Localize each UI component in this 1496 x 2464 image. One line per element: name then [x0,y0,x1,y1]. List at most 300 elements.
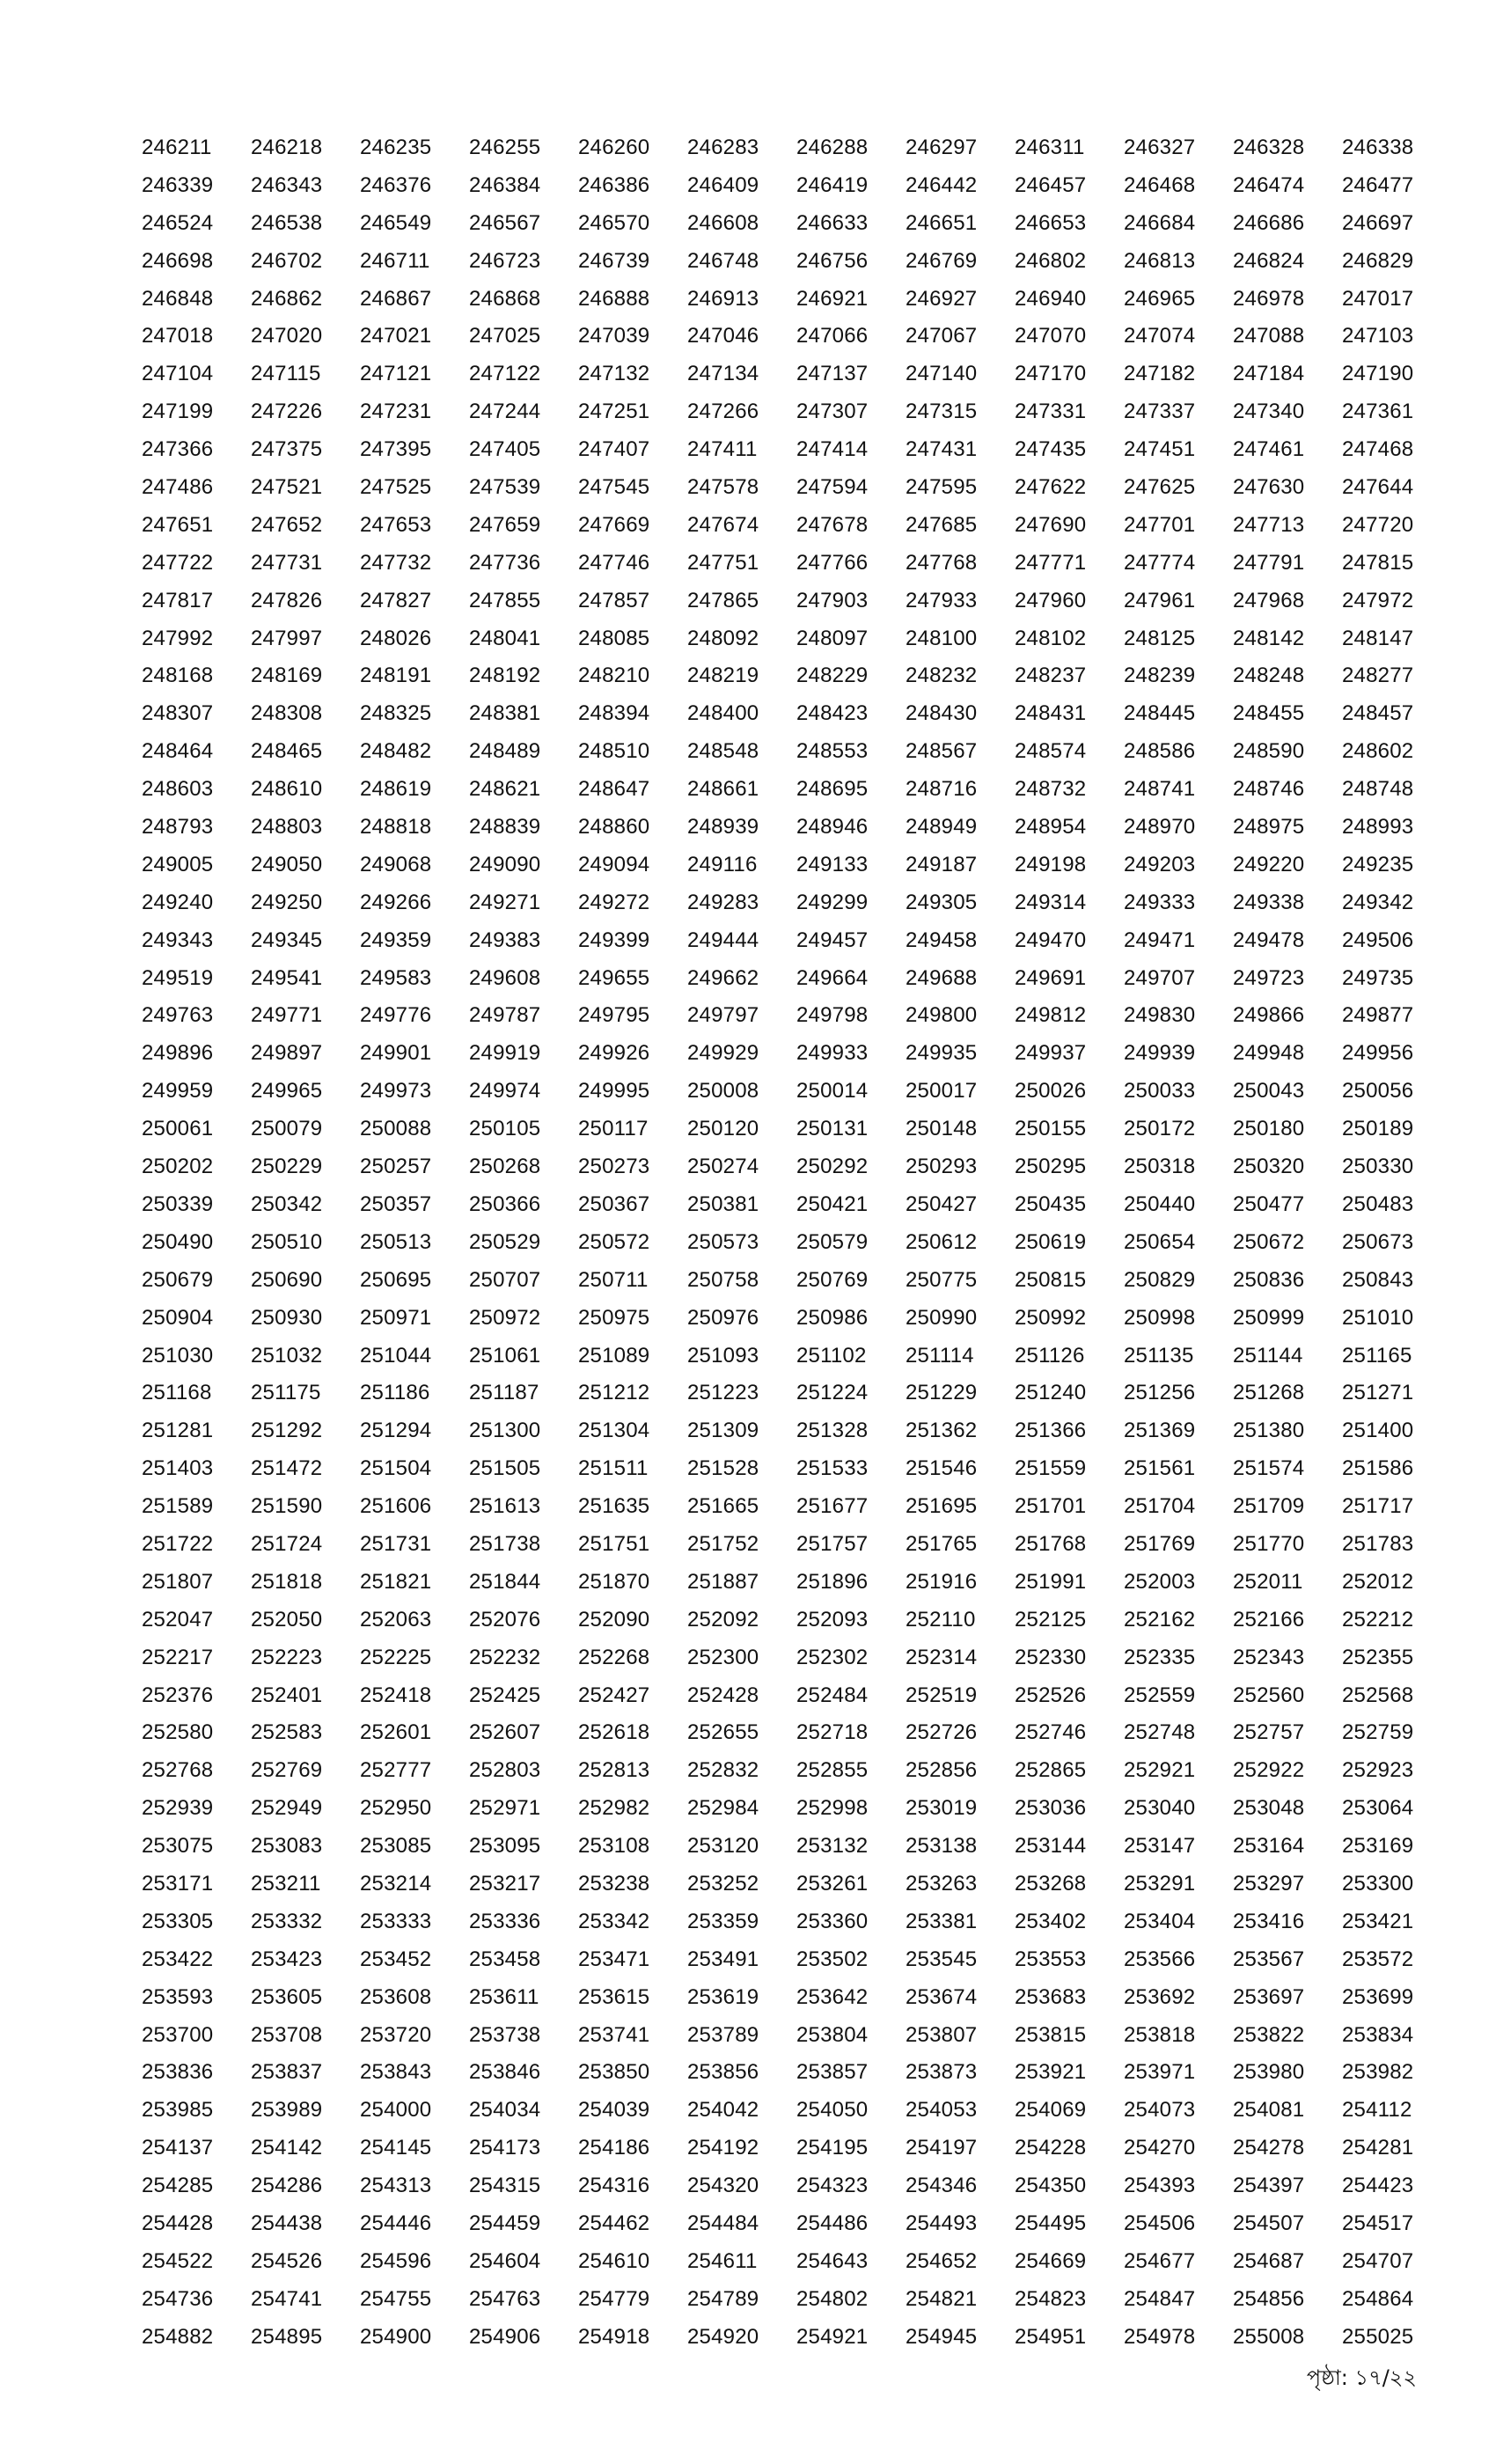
roll-number-cell: 247578 [687,475,759,500]
roll-number-cell: 250695 [360,1267,432,1292]
roll-number-cell: 251695 [906,1494,978,1519]
roll-number-cell: 251126 [1015,1343,1085,1368]
roll-number-cell: 246376 [360,172,432,197]
roll-number-cell: 252428 [687,1683,759,1707]
roll-number-cell: 251665 [687,1494,759,1519]
roll-number-cell: 252335 [1124,1645,1196,1669]
roll-number-cell: 251366 [1015,1419,1087,1443]
roll-number-cell: 251369 [1124,1419,1196,1443]
roll-number-cell: 247731 [251,550,323,575]
roll-number-cell: 247644 [1342,475,1414,500]
roll-number-cell: 248621 [469,777,541,802]
roll-number-cell: 247088 [1233,324,1305,348]
roll-number-cell: 251271 [1342,1381,1414,1405]
roll-number-cell: 250155 [1015,1117,1087,1141]
roll-number-cell: 247625 [1124,475,1196,500]
roll-number-cell: 251821 [360,1569,432,1594]
roll-number-cell: 249956 [1342,1041,1414,1066]
roll-number-cell: 250440 [1124,1192,1196,1216]
roll-number-cell: 247182 [1124,362,1196,386]
roll-number-cell: 247025 [469,324,541,348]
roll-number-cell: 247226 [251,400,323,424]
roll-number-cell: 254278 [1233,2136,1305,2160]
roll-number-cell: 249937 [1015,1041,1087,1066]
roll-number-cell: 249795 [578,1003,650,1028]
roll-number-cell: 248619 [360,777,432,802]
roll-number-cell: 252166 [1233,1607,1305,1632]
roll-number-cell: 253019 [906,1796,978,1821]
roll-number-cell: 250836 [1233,1267,1305,1292]
roll-number-cell: 253085 [360,1834,432,1859]
roll-number-cell: 250529 [469,1229,541,1254]
roll-number-cell: 252425 [469,1683,541,1707]
roll-number-cell: 250292 [796,1155,869,1179]
roll-number-cell: 251102 [796,1343,867,1368]
roll-number-cell: 254313 [360,2174,432,2198]
roll-number-cell: 253261 [796,1871,869,1896]
roll-number-cell: 253553 [1015,1947,1087,1971]
roll-number-cell: 250367 [578,1192,650,1216]
roll-number-cell: 254197 [906,2136,978,2160]
roll-number-cell: 246409 [687,172,759,197]
roll-number-cell: 253252 [687,1871,759,1896]
roll-number-cell: 246327 [1124,136,1196,159]
roll-number-cell: 252949 [251,1796,323,1821]
roll-number-cell: 251765 [906,1531,978,1556]
roll-number-cell: 251175 [251,1381,321,1405]
roll-number-cell: 254951 [1015,2324,1087,2349]
roll-number-cell: 251380 [1233,1419,1305,1443]
roll-number-cell: 253064 [1342,1796,1414,1821]
roll-number-cell: 252223 [251,1645,323,1669]
roll-number-cell: 250654 [1124,1229,1196,1254]
roll-number-cell: 248732 [1015,777,1087,802]
roll-number-cell: 253164 [1233,1834,1305,1859]
roll-number-cell: 251783 [1342,1531,1414,1556]
roll-number-cell: 247411 [687,437,758,462]
roll-number-cell: 254611 [687,2248,758,2273]
roll-number-cell: 253138 [906,1834,978,1859]
roll-number-cell: 253402 [1015,1909,1087,1933]
roll-number-cell: 254173 [469,2136,541,2160]
roll-number-cell: 252950 [360,1796,432,1821]
roll-number-cell: 251187 [469,1381,539,1405]
roll-number-cell: 254270 [1124,2136,1196,2160]
roll-number-cell: 250079 [251,1117,323,1141]
roll-number-cell: 254081 [1233,2098,1305,2123]
roll-number-cell: 246913 [687,286,759,311]
roll-number-cell: 254604 [469,2248,541,2273]
roll-number-cell: 250320 [1233,1155,1305,1179]
roll-number-cell: 249235 [1342,852,1414,876]
roll-number-cell: 248308 [251,701,323,726]
roll-number-cell: 249929 [687,1041,759,1066]
roll-number-cell: 248746 [1233,777,1305,802]
roll-number-cell: 249735 [1342,965,1414,990]
roll-number-cell: 250619 [1015,1229,1087,1254]
roll-number-cell: 249198 [1015,852,1087,876]
roll-number-cell: 247366 [142,437,214,462]
roll-number-cell: 249506 [1342,928,1414,952]
roll-number-cell: 252921 [1124,1758,1196,1783]
roll-number-cell: 246442 [906,172,978,197]
roll-number-cell: 254486 [796,2211,869,2235]
roll-number-cell: 252063 [360,1607,432,1632]
roll-number-cell: 249771 [251,1003,323,1028]
roll-number-cell: 253807 [906,2022,978,2047]
roll-number-cell: 247659 [469,512,541,537]
roll-number-cell: 252314 [906,1645,978,1669]
roll-number-cell: 246457 [1015,172,1087,197]
roll-number-cell: 252769 [251,1758,323,1783]
roll-number-cell: 252583 [251,1720,323,1745]
roll-number-cell: 248574 [1015,739,1087,764]
roll-number-cell: 250033 [1124,1079,1196,1104]
roll-number-cell: 249271 [469,890,541,914]
roll-number-cell: 248102 [1015,626,1087,650]
roll-number-cell: 248939 [687,815,759,840]
roll-number-cell: 249383 [469,928,541,952]
roll-number-cell: 254484 [687,2211,759,2235]
roll-number-cell: 248695 [796,777,869,802]
roll-number-cell: 252580 [142,1720,214,1745]
roll-number-cell: 247431 [906,437,978,462]
roll-number-cell: 254755 [360,2286,432,2311]
roll-number-cell: 252855 [796,1758,869,1783]
roll-number-cell: 251722 [142,1531,214,1556]
roll-number-cell: 249399 [578,928,650,952]
roll-number-cell: 253608 [360,1984,432,2009]
roll-number-cell: 253048 [1233,1796,1305,1821]
roll-number-cell: 251168 [142,1381,212,1405]
roll-number-cell: 247046 [687,324,759,348]
roll-number-cell: 251268 [1233,1381,1305,1405]
roll-number-cell: 248716 [906,777,978,802]
roll-number-cell: 247361 [1342,400,1414,424]
roll-number-cell: 246570 [578,210,650,235]
roll-number-cell: 250990 [906,1305,978,1330]
roll-number-cell: 246813 [1124,248,1196,273]
roll-number-cell: 253214 [360,1871,432,1896]
roll-number-cell: 248954 [1015,815,1087,840]
roll-number-cell: 250056 [1342,1079,1414,1104]
roll-number-cell: 249541 [251,965,323,990]
roll-number-cell: 252011 [1233,1569,1303,1594]
roll-number-cell: 253700 [142,2022,214,2047]
roll-number-cell: 247817 [142,588,214,612]
roll-number-cell: 251186 [360,1381,430,1405]
roll-number-cell: 253421 [1342,1909,1414,1933]
roll-number-cell: 246288 [796,136,869,159]
roll-number-cell: 247766 [796,550,869,575]
roll-number-cell: 247104 [142,362,214,386]
roll-number-cell: 248423 [796,701,869,726]
roll-number-cell: 254687 [1233,2248,1305,2273]
roll-number-cell: 254350 [1015,2174,1087,2198]
roll-number-cell: 249707 [1124,965,1196,990]
roll-number-cell: 251504 [360,1456,432,1481]
roll-number-cell: 253300 [1342,1871,1414,1896]
roll-number-cell: 248092 [687,626,759,650]
roll-number-cell: 252726 [906,1720,978,1745]
roll-number-cell: 249314 [1015,890,1087,914]
roll-number-cell: 247020 [251,324,323,348]
roll-number-cell: 252759 [1342,1720,1414,1745]
roll-number-cell: 253738 [469,2022,541,2047]
roll-number-cell: 248567 [906,739,978,764]
roll-number-cell: 249926 [578,1041,650,1066]
roll-number-cell: 249688 [906,965,978,990]
roll-number-cell: 248248 [1233,664,1305,688]
roll-number-cell: 248553 [796,739,869,764]
roll-number-cell: 248510 [578,739,650,764]
roll-number-cell: 251472 [251,1456,323,1481]
roll-number-cell: 246474 [1233,172,1305,197]
roll-number-cell: 253502 [796,1947,869,1971]
roll-number-cell: 250229 [251,1155,323,1179]
roll-number-cell: 253674 [906,1984,978,2009]
roll-number-cell: 250339 [142,1192,214,1216]
roll-number-cell: 249798 [796,1003,869,1028]
roll-number-cell: 254323 [796,2174,869,2198]
roll-number-cell: 254428 [142,2211,214,2235]
roll-number-cell: 254677 [1124,2248,1196,2273]
roll-number-cell: 251757 [796,1531,869,1556]
roll-number-cell: 250572 [578,1229,650,1254]
roll-number-cell: 251294 [360,1419,432,1443]
roll-number-cell: 250975 [578,1305,650,1330]
roll-number-cell: 247231 [360,400,432,424]
page-number: পৃষ্ঠা: ১৭/২২ [1306,2365,1417,2390]
roll-number-cell: 247244 [469,400,541,424]
roll-number-cell: 248803 [251,815,323,840]
roll-number-cell: 247653 [360,512,432,537]
roll-number-cell: 247435 [1015,437,1087,462]
roll-number-cell: 248975 [1233,815,1305,840]
roll-number-cell: 247137 [796,362,869,386]
roll-number-cell: 247622 [1015,475,1087,500]
roll-number-cell: 251769 [1124,1531,1196,1556]
roll-number-cell: 249068 [360,852,432,876]
roll-number-cell: 253611 [469,1984,539,2009]
roll-number-cell: 247039 [578,324,650,348]
roll-number-cell: 253836 [142,2060,214,2085]
roll-number-cell: 254506 [1124,2211,1196,2235]
roll-number-cell: 249240 [142,890,214,914]
roll-number-cell: 247405 [469,437,541,462]
roll-number-cell: 251010 [1342,1305,1414,1330]
roll-number-cell: 250274 [687,1155,759,1179]
roll-number-cell: 247669 [578,512,650,537]
roll-number-cell: 249933 [796,1041,869,1066]
roll-number-cell: 250510 [251,1229,323,1254]
roll-number-cell: 254918 [578,2324,650,2349]
roll-number-cell: 246748 [687,248,759,273]
roll-number-cell: 251818 [251,1569,323,1594]
roll-number-cell: 252832 [687,1758,759,1783]
roll-number-cell: 250483 [1342,1192,1414,1216]
roll-number-cell: 252093 [796,1607,869,1632]
roll-number-cell: 246419 [796,172,869,197]
roll-number-cell: 254493 [906,2211,978,2235]
roll-number-cell: 247307 [796,400,869,424]
roll-number-cell: 251511 [578,1456,649,1481]
roll-number-cell: 247815 [1342,550,1414,575]
roll-number-cell: 248860 [578,815,650,840]
roll-number-cell: 252998 [796,1796,869,1821]
roll-number-cell: 251292 [251,1419,323,1443]
roll-number-cell: 254517 [1342,2211,1414,2235]
roll-number-cell: 254142 [251,2136,323,2160]
roll-number-cell: 254669 [1015,2248,1087,2273]
roll-number-cell: 252330 [1015,1645,1087,1669]
roll-number-cell: 253217 [469,1871,541,1896]
roll-number-cell: 250579 [796,1229,869,1254]
roll-number-cell: 249723 [1233,965,1305,990]
roll-number-cell: 247791 [1233,550,1305,575]
roll-number-cell: 253982 [1342,2060,1414,2085]
roll-number-cell: 248489 [469,739,541,764]
roll-number-cell: 250014 [796,1079,869,1104]
roll-number-cell: 249787 [469,1003,541,1028]
roll-number-cell: 249830 [1124,1003,1196,1028]
roll-number-cell: 250707 [469,1267,541,1292]
roll-number-cell: 249897 [251,1041,323,1066]
roll-number-cell: 254145 [360,2136,432,2160]
roll-number-cell: 250342 [251,1192,323,1216]
roll-number-cell: 251089 [578,1343,650,1368]
roll-number-cell: 250477 [1233,1192,1305,1216]
roll-number-cell: 253404 [1124,1909,1196,1933]
roll-number-cell: 248394 [578,701,650,726]
roll-number-cell: 254610 [578,2248,650,2273]
roll-number-cell: 246769 [906,248,978,273]
roll-number-cell: 252125 [1015,1607,1087,1632]
roll-number-cell: 251731 [360,1531,432,1556]
roll-number-cell: 253843 [360,2060,432,2085]
roll-number-cell: 252526 [1015,1683,1087,1707]
roll-number-cell: 251223 [687,1381,759,1405]
roll-number-cell: 246297 [906,136,978,159]
roll-number-cell: 253856 [687,2060,759,2085]
roll-number-cell: 255008 [1233,2324,1305,2349]
roll-number-cell: 248548 [687,739,759,764]
roll-number-cell: 254423 [1342,2174,1414,2198]
roll-number-cell: 248239 [1124,664,1196,688]
roll-number-cell: 254652 [906,2248,978,2273]
roll-number-cell: 252601 [360,1720,432,1745]
roll-number-cell: 247827 [360,588,432,612]
roll-number-cell: 250904 [142,1305,214,1330]
roll-number-cell: 247184 [1233,362,1305,386]
roll-number-cell: 249974 [469,1079,541,1104]
roll-number-cell: 251229 [906,1381,978,1405]
roll-number-cell: 254195 [796,2136,869,2160]
roll-number-cell: 254073 [1124,2098,1196,2123]
roll-number-cell: 246927 [906,286,978,311]
roll-number-cell: 247017 [1342,286,1414,311]
roll-number-cell: 249343 [142,928,214,952]
roll-number-cell: 249470 [1015,928,1087,952]
roll-number-cell: 247968 [1233,588,1305,612]
roll-number-cell: 252418 [360,1683,432,1707]
roll-number-cell: 250381 [687,1192,759,1216]
roll-number-cell: 252300 [687,1645,759,1669]
roll-number-cell: 253873 [906,2060,978,2085]
roll-number-cell: 246684 [1124,210,1196,235]
roll-number-cell: 253416 [1233,1909,1305,1933]
roll-number-cell: 249457 [796,928,869,952]
roll-number-cell: 250999 [1233,1305,1305,1330]
roll-number-cell: 253095 [469,1834,541,1859]
roll-number-cell: 251061 [469,1343,541,1368]
roll-number-cell: 252971 [469,1796,541,1821]
roll-number-cell: 247678 [796,512,869,537]
roll-number-cell: 254285 [142,2174,214,2198]
roll-number-cell: 249995 [578,1079,650,1104]
roll-number-cell: 253683 [1015,1984,1087,2009]
roll-number-cell: 253593 [142,1984,214,2009]
roll-number-cell: 252110 [906,1607,976,1632]
roll-number-cell: 247720 [1342,512,1414,537]
roll-number-cell: 247997 [251,626,323,650]
roll-number-cell: 247375 [251,437,323,462]
roll-number-cell: 254281 [1342,2136,1414,2160]
roll-number-cell: 247140 [906,362,978,386]
roll-number-cell: 251030 [142,1343,214,1368]
roll-number-cell: 254346 [906,2174,978,2198]
roll-number-cell: 250131 [796,1117,869,1141]
roll-number-cell: 255025 [1342,2324,1414,2349]
roll-number-cell: 251309 [687,1419,759,1443]
roll-number-cell: 250366 [469,1192,541,1216]
roll-number-cell: 246848 [142,286,214,311]
roll-number-cell: 249094 [578,852,650,876]
roll-number-cell: 251403 [142,1456,214,1481]
roll-number-cell: 252003 [1124,1569,1196,1594]
roll-number-cell: 251256 [1124,1381,1196,1405]
roll-number-cell: 253708 [251,2022,323,2047]
roll-number-cell: 246868 [469,286,541,311]
roll-number-cell: 248602 [1342,739,1414,764]
roll-number-cell: 249090 [469,852,541,876]
roll-number-cell: 254643 [796,2248,869,2273]
roll-number-cell: 251677 [796,1494,869,1519]
roll-number-cell: 254978 [1124,2324,1196,2349]
roll-number-cell: 246698 [142,248,214,273]
roll-number-cell: 250268 [469,1155,541,1179]
roll-number-cell: 249655 [578,965,650,990]
roll-number-cell: 247774 [1124,550,1196,575]
roll-number-cell: 254192 [687,2136,759,2160]
roll-number-cell: 253452 [360,1947,432,1971]
roll-number-cell: 248455 [1233,701,1305,726]
roll-number-cell: 250088 [360,1117,432,1141]
roll-number-cell: 251635 [578,1494,650,1519]
roll-number-cell: 253075 [142,1834,214,1859]
roll-number-cell: 247933 [906,588,978,612]
roll-number-cell: 250612 [906,1229,978,1254]
roll-number-cell: 251505 [469,1456,541,1481]
roll-number-cell: 253147 [1124,1834,1196,1859]
roll-number-cell: 249901 [360,1041,432,1066]
roll-number-cell: 250672 [1233,1229,1305,1254]
roll-number-cell: 248430 [906,701,978,726]
roll-number-cell: 251224 [796,1381,869,1405]
roll-number-cell: 253720 [360,2022,432,2047]
roll-number-cell: 246339 [142,172,214,197]
roll-number-cell: 248168 [142,664,214,688]
